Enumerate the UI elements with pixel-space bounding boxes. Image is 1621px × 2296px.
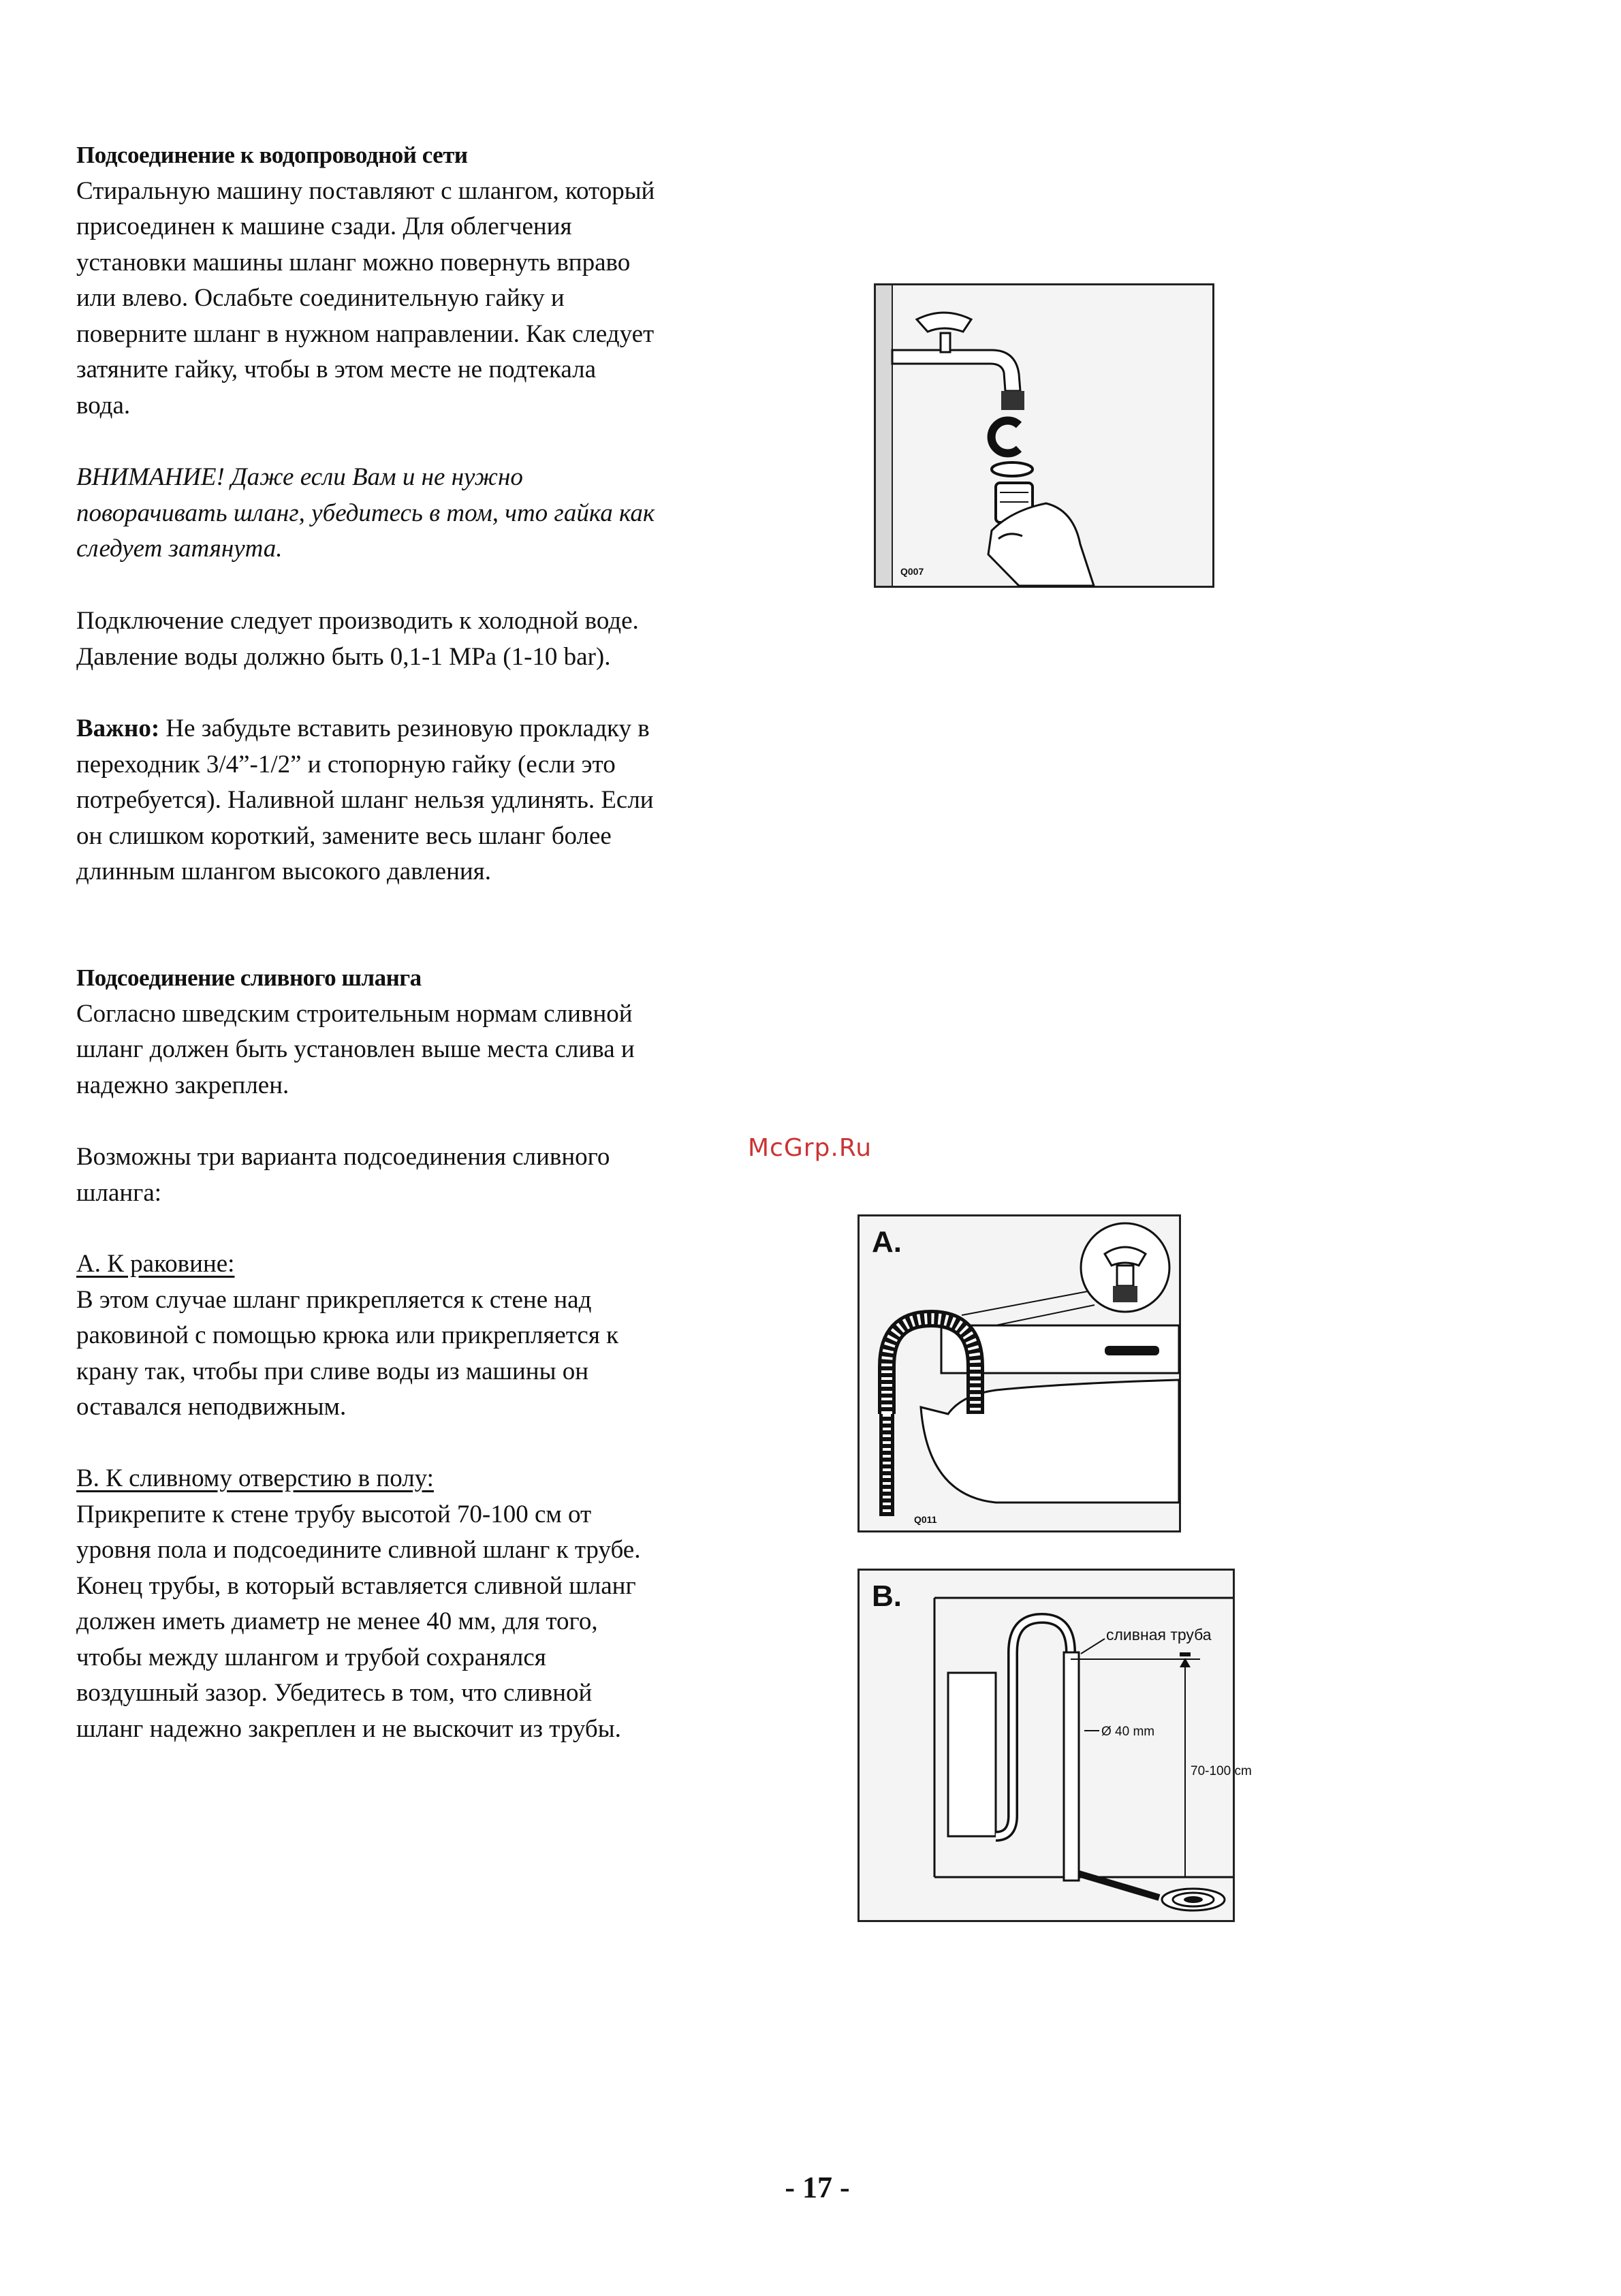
floor-drain-figure <box>857 1569 1252 1922</box>
pipe-height-label: 70-100 cm <box>1191 1764 1252 1778</box>
important-first-line <box>76 711 798 747</box>
paragraph-line: Подключение следует производить к холодной воде. <box>76 607 639 635</box>
page-number: - 17 - <box>785 2171 850 2204</box>
warning-note <box>76 460 798 567</box>
paragraph-line: Согласно шведским строительным нормам сливной <box>76 999 633 1028</box>
paragraph-line: оставался неподвижным. <box>76 1393 347 1421</box>
sink-illustration <box>860 1216 1179 1530</box>
figure-b-letter: B. <box>872 1579 902 1613</box>
important-note <box>76 711 798 890</box>
paragraph-line: шланга: <box>76 1178 162 1207</box>
pipe-diameter-label: Ø 40 mm <box>1101 1725 1155 1739</box>
water-supply-section <box>76 138 798 424</box>
watermark-link[interactable]: McGrp.Ru <box>748 1134 872 1162</box>
figure-a-letter: A. <box>872 1225 902 1259</box>
tap-illustration <box>876 285 1212 586</box>
warning-line: следует затянута. <box>76 535 283 563</box>
paragraph-line: шланг надежно закреплен и не выскочит из трубы. <box>76 1714 621 1743</box>
option-b-section <box>76 1461 798 1747</box>
warning-line: поворачивать шланг, убедитесь в том, что гайка как <box>76 499 655 527</box>
important-text: Не забудьте вставить резиновую прокладку в <box>159 714 650 742</box>
option-a-section <box>76 1246 798 1426</box>
paragraph-line: раковиной с помощью крюка или прикрепляется к <box>76 1321 619 1349</box>
paragraph-line: В этом случае шланг прикрепляется к стене над <box>76 1285 592 1314</box>
paragraph-line: Возможны три варианта подсоединения сливного <box>76 1143 610 1171</box>
tap-figure-code: Q007 <box>900 566 924 577</box>
drain-pipe-label: сливная труба <box>1106 1626 1212 1644</box>
paragraph-line: присоединен к машине сзади. Для облегчения <box>76 213 572 240</box>
paragraph-line: чтобы между шлангом и трубой сохранялся <box>76 1643 546 1671</box>
paragraph-line: установки машины шланг можно повернуть вправо <box>76 248 631 277</box>
paragraph-line: должен иметь диаметр не менее 40 мм, для того, <box>76 1607 598 1635</box>
paragraph-line: поверните шланг в нужном направлении. Как следует <box>76 319 655 348</box>
paragraph-line: шланг должен быть установлен выше места слива и <box>76 1035 635 1063</box>
option-b-title: В. К сливному отверстию в полу: <box>76 1464 434 1492</box>
paragraph-line: Давление воды должно быть 0,1-1 MPa (1-10 bar). <box>76 642 611 671</box>
sink-figure-code: Q011 <box>914 1514 937 1525</box>
drain-hose-heading: Подсоединение сливного шланга <box>76 964 422 991</box>
important-label: Важно: <box>76 714 160 742</box>
paragraph-line: крану так, чтобы при сливе воды из машины он <box>76 1357 588 1385</box>
water-supply-heading: Подсоединение к водопроводной сети <box>76 142 468 168</box>
paragraph-line: вода. <box>76 391 131 420</box>
paragraph-line: переходник 3/4”-1/2” и стопорную гайку (если это <box>76 750 616 779</box>
paragraph-line: или влево. Ослабьте соединительную гайку и <box>76 284 565 312</box>
paragraph-line: он слишком короткий, замените весь шланг более <box>76 821 612 850</box>
pressure-note <box>76 603 798 675</box>
paragraph-line: Стиральную машину поставляют с шлангом, который <box>76 176 655 205</box>
paragraph-line: надежно закреплен. <box>76 1071 289 1099</box>
tap-connection-figure <box>874 283 1214 588</box>
sink-connection-figure <box>857 1214 1181 1532</box>
option-a-title: А. К раковине: <box>76 1250 235 1278</box>
drain-hose-section <box>76 960 798 1103</box>
floor-drain-illustration <box>860 1571 1252 1920</box>
paragraph-line: потребуется). Наливной шланг нельзя удлинять. Если <box>76 786 654 814</box>
paragraph-line: затяните гайку, чтобы в этом месте не подтекала <box>76 356 597 383</box>
paragraph-line: Прикрепите к стене трубу высотой 70-100 см от <box>76 1500 592 1528</box>
paragraph-line: уровня пола и подсоедините сливной шланг к трубе. <box>76 1536 641 1564</box>
paragraph-line: Конец трубы, в который вставляется сливной шланг <box>76 1571 636 1600</box>
paragraph-line: длинным шлангом высокого давления. <box>76 858 491 885</box>
paragraph-line: воздушный зазор. Убедитесь в том, что сливной <box>76 1679 593 1707</box>
warning-line: ВНИМАНИЕ! Даже если Вам и не нужно <box>76 463 523 491</box>
drain-options-intro <box>76 1139 798 1211</box>
